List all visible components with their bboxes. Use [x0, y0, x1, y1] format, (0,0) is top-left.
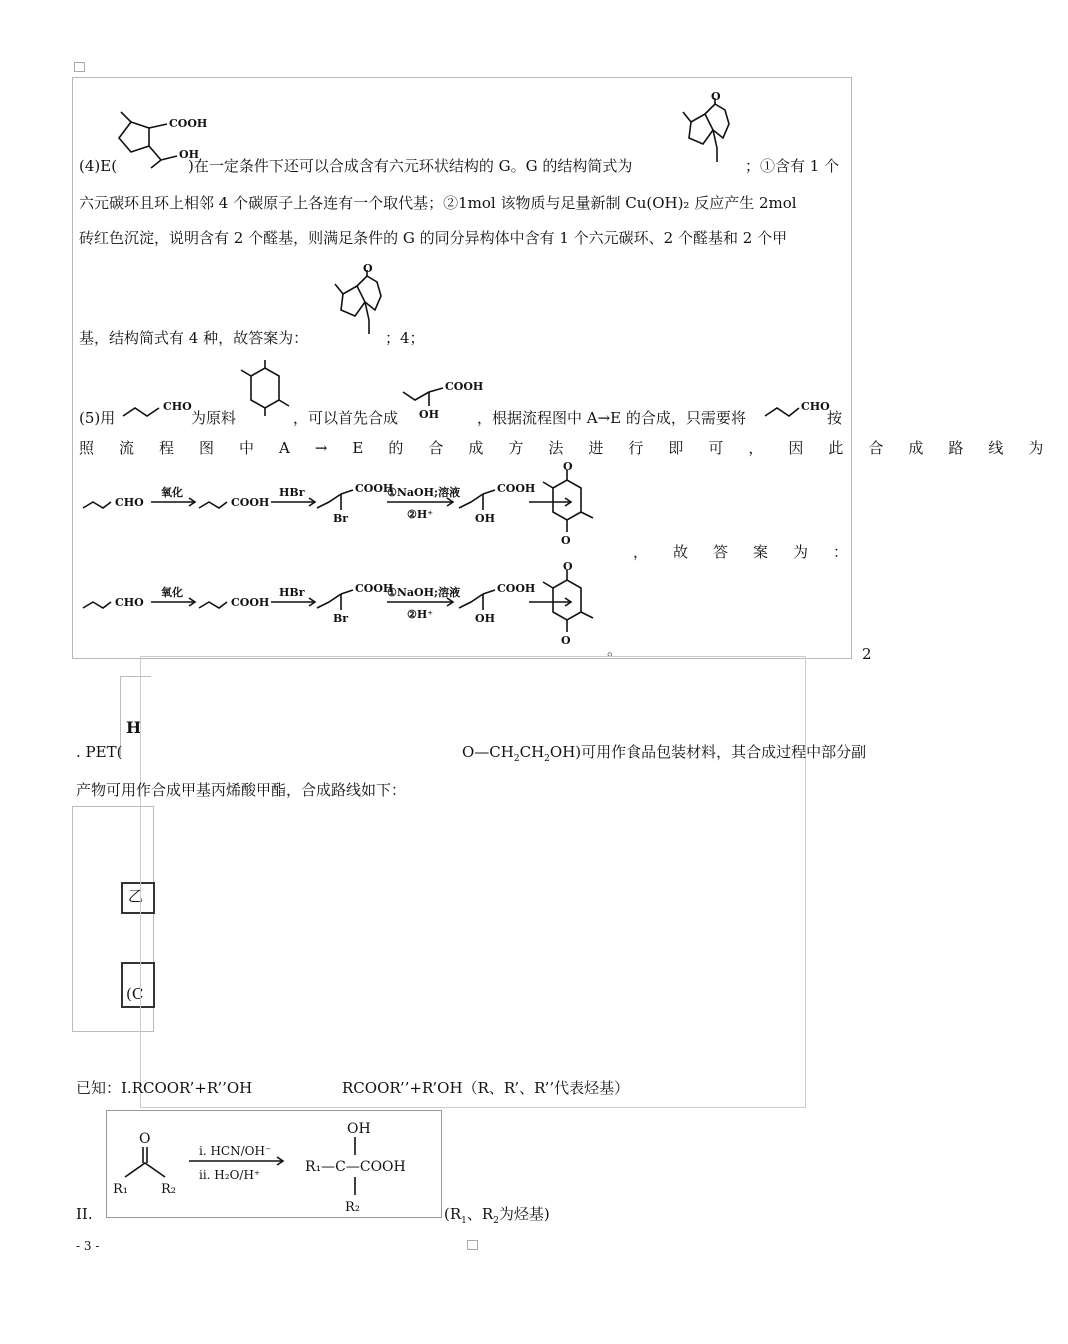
reaction-ii-scheme	[107, 1111, 441, 1217]
svg-text:HBr: HBr	[279, 586, 305, 599]
svg-text:氧化: 氧化	[161, 586, 183, 599]
p5-end: 按	[827, 409, 843, 427]
acrolein-structure	[121, 396, 191, 422]
svg-text:①NaOH;溶液: ①NaOH;溶液	[387, 586, 461, 599]
period: 。	[607, 641, 623, 659]
p5-route-intro: ，根据流程图中 A→E 的合成，只需要将	[477, 409, 746, 427]
svg-text:CHO: CHO	[115, 596, 144, 609]
svg-text:②H⁺: ②H⁺	[407, 608, 434, 621]
p4-line3: 砖红色沉淀，说明含有 2 个醛基，则满足条件的 G 的同分异构体中含有 1 个六元碳环、2 个醛基和 2 个甲	[79, 229, 788, 247]
svg-text:OH: OH	[419, 408, 439, 421]
p5-line3: ，故答案为：	[633, 543, 874, 561]
cooh-label: COOH	[169, 117, 208, 130]
p5-line2: 照流程图中A→E的合成方法进行即可，因此合成路线为	[79, 439, 1068, 457]
p4-tail: ；①含有 1 个	[745, 157, 840, 175]
corner-marker	[74, 62, 85, 72]
svg-text:O: O	[563, 560, 573, 573]
svg-text:COOH: COOH	[231, 596, 270, 609]
svg-text:ⅰ. HCN/OH⁻: ⅰ. HCN/OH⁻	[199, 1144, 272, 1158]
svg-text:COOH: COOH	[355, 582, 394, 595]
known-i-a: 已知：I.RCOOR’+R’’OH	[76, 1079, 253, 1097]
svg-text:CHO: CHO	[163, 400, 192, 413]
svg-text:HBr: HBr	[279, 486, 305, 499]
pet-suffix: $O—CH_2CH_2OH$)可用作食品包装材料，其合成过程中部分副	[462, 743, 867, 764]
svg-text:O: O	[563, 460, 573, 473]
acrolein-structure-2	[763, 396, 830, 422]
svg-text:O: O	[561, 634, 571, 647]
lactic-acid-structure	[399, 378, 484, 424]
svg-text:R₁—C—COOH: R₁—C—COOH	[305, 1159, 406, 1175]
svg-text:OH: OH	[475, 512, 495, 525]
synthesis-route-2	[81, 568, 581, 648]
svg-text:R₂: R₂	[345, 1200, 360, 1215]
p5-raw: 为原料	[191, 409, 237, 427]
known-i-b: RCOOR’’+R’OH（R、R’、R’’代表烃基）	[342, 1079, 630, 1097]
p4-line4a: 基，结构简式有 4 种，故答案为：	[79, 329, 309, 347]
svg-text:COOH: COOH	[497, 482, 536, 495]
svg-text:①NaOH;溶液: ①NaOH;溶液	[387, 486, 461, 499]
dilactide-route-2	[535, 562, 615, 652]
dilactide-route-1	[535, 462, 615, 552]
question-number: 2	[862, 645, 872, 663]
p4-text: )在一定条件下还可以合成含有六元环状结构的 G。G 的结构简式为	[188, 157, 633, 175]
o-label: O	[711, 90, 721, 103]
footer-marker	[467, 1240, 478, 1250]
svg-text:②H⁺: ②H⁺	[407, 508, 434, 521]
known-ii-tail: ($R_1$、$R_2$为烃基)	[444, 1205, 550, 1226]
svg-text:O: O	[139, 1131, 151, 1147]
svg-text:OH: OH	[347, 1121, 371, 1137]
svg-text:COOH: COOH	[231, 496, 270, 509]
oh-label: OH	[179, 148, 199, 161]
page-number: - 3 -	[76, 1239, 100, 1253]
svg-text:O: O	[363, 262, 373, 275]
svg-text:CHO: CHO	[801, 400, 830, 413]
dilactide-top	[235, 358, 295, 428]
svg-text:O: O	[561, 534, 571, 547]
fragment-b: (C	[126, 985, 144, 1003]
known-ii-label: II.	[76, 1205, 93, 1223]
p5-prefix: (5)用	[79, 409, 116, 427]
svg-text:COOH: COOH	[497, 582, 536, 595]
svg-text:CHO: CHO	[115, 496, 144, 509]
p4-prefix: (4)E(	[79, 157, 118, 175]
svg-text:Br: Br	[333, 612, 349, 625]
reaction-ii-box	[106, 1110, 442, 1218]
svg-text:ⅱ. H₂O/H⁺: ⅱ. H₂O/H⁺	[199, 1168, 261, 1182]
synthesis-route-1	[81, 468, 581, 548]
h-fragment: H	[126, 718, 142, 737]
svg-text:OH: OH	[475, 612, 495, 625]
pet-prefix: . PET(	[76, 743, 123, 761]
question-line2: 产物可用作合成甲基丙烯酸甲酯，合成路线如下：	[76, 781, 407, 799]
svg-text:COOH: COOH	[445, 380, 484, 393]
svg-text:R₂: R₂	[161, 1182, 176, 1197]
p5-middle: ，可以首先合成	[293, 409, 399, 427]
fragment-a: 乙	[128, 887, 144, 905]
svg-text:COOH: COOH	[355, 482, 394, 495]
svg-text:氧化: 氧化	[161, 486, 183, 499]
svg-text:R₁: R₁	[113, 1182, 128, 1197]
answer-panel	[72, 77, 1068, 659]
svg-text:Br: Br	[333, 512, 349, 525]
p4-line2: 六元碳环且环上相邻 4 个碳原子上各连有一个取代基；②1mol 该物质与足量新制 Cu(OH)₂ 反应产生 2mol	[79, 194, 797, 212]
p4-line4b: ；4；	[385, 329, 425, 347]
